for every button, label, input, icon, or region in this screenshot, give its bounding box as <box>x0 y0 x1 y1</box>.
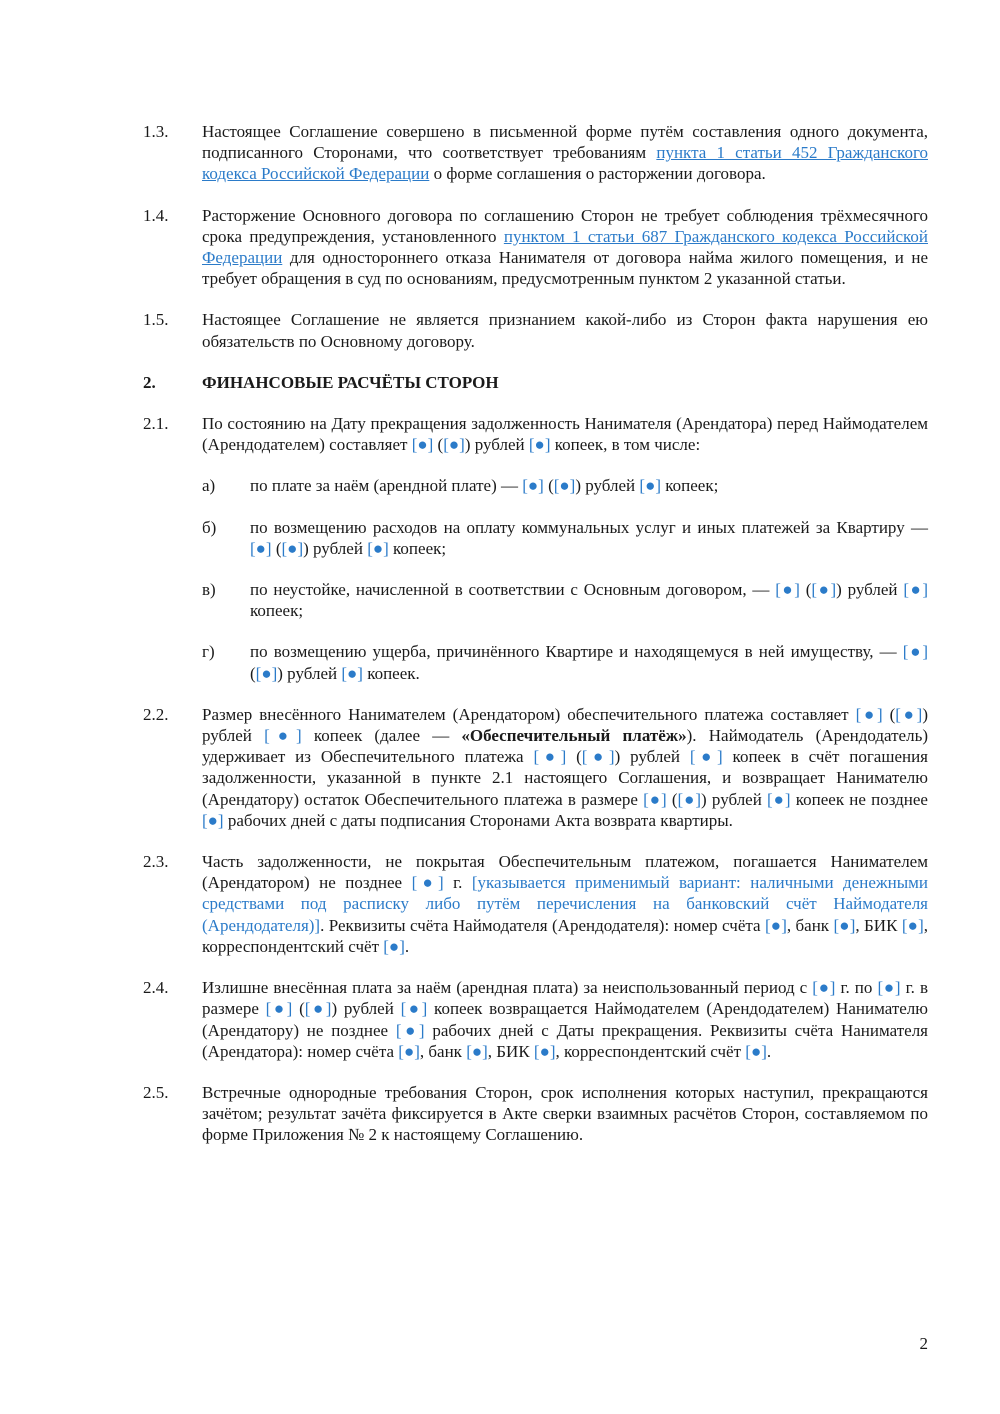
placeholder[interactable]: [●] <box>383 936 405 956</box>
clause-text: Излишне внесённая плата за наём (арендная плата) за неиспользованный период с <box>202 978 813 998</box>
clause-1-4 <box>143 205 928 290</box>
placeholder[interactable]: [●] <box>533 747 567 767</box>
placeholder[interactable]: [●] <box>775 580 800 600</box>
clause-text: ) рублей <box>303 538 368 558</box>
clause-text: ( <box>882 704 896 724</box>
section-number: 2. <box>143 372 156 392</box>
clause-text: ( <box>271 538 282 558</box>
law-reference-link[interactable]: пункта 1 статьи 452 Гражданского кодекса Российской Федерации <box>202 143 928 184</box>
clause-text: по неустойке, начисленной в соответствии с Основным договором, — <box>250 580 776 600</box>
placeholder[interactable]: [●] <box>395 1020 425 1040</box>
clause-2-2 <box>143 704 928 831</box>
clause-text: , банк <box>419 1041 467 1061</box>
clause-text: копеек; <box>388 538 447 558</box>
clause-text: . <box>404 936 410 956</box>
clause-number: 2.5. <box>143 1082 169 1102</box>
clause-text: Размер внесённого Нанимателем (Арендатором) обеспечительного платежа составляет <box>202 704 856 724</box>
placeholder[interactable]: [●] <box>255 663 278 683</box>
clause-text: по возмещению расходов на оплату коммунальных услуг и иных платежей за Квартиру — <box>250 517 928 537</box>
placeholder[interactable]: [●] <box>639 476 662 496</box>
document-body <box>143 121 928 1166</box>
clause-number: 2.3. <box>143 852 169 872</box>
placeholder[interactable]: [●] <box>522 476 544 496</box>
clause-text: копеек в счёт погашения задолженности, указанной в пункте 2.1 настоящего Соглашения, и возвращает Нанимателю (Арендатору) остаток Обеспечительного платежа в размере <box>202 747 929 809</box>
clause-text: копеек; <box>661 476 719 496</box>
placeholder[interactable]: [●] <box>466 1041 488 1061</box>
clause-text: Встречные однородные требования Сторон, срок исполнения которых наступил, прекращаются зачётом; результат зачёта фиксируется в Акте сверки взаимных расчётов Сторон, составляемом по форме Приложения № 2 к настоящему Соглашению. <box>202 1082 928 1145</box>
subclause-v <box>143 579 928 621</box>
placeholder[interactable]: [●] <box>443 435 465 455</box>
placeholder[interactable]: [●] <box>902 642 928 662</box>
clause-text: для одностороннего отказа Нанимателя от договора найма жилого помещения, и не требует обращения в суд по основаниям, предусмотренным пунктом 2 указанной статьи. <box>202 248 928 289</box>
clause-text: копеек; <box>250 601 304 621</box>
clause-text: копеек (далее — <box>301 726 462 746</box>
placeholder[interactable]: [●] <box>533 1041 556 1061</box>
clause-text: копеек, в том числе: <box>550 435 701 455</box>
clause-number: 1.4. <box>143 205 169 225</box>
subclause-a <box>143 475 928 496</box>
placeholder[interactable]: [●] <box>855 704 883 724</box>
placeholder[interactable]: [●] <box>767 789 791 809</box>
placeholder[interactable]: [●] <box>877 978 901 998</box>
clause-text: , корреспондентский счёт <box>202 915 928 956</box>
clause-text: ( <box>433 435 444 455</box>
placeholder[interactable]: [●] <box>400 999 428 1019</box>
subclause-letter: в) <box>202 580 216 600</box>
clause-number: 1.3. <box>143 122 169 141</box>
clause-text: Настоящее Соглашение не является признанием какой-либо из Сторон факта нарушения ею обязательств по Основному договору. <box>202 310 928 351</box>
clause-text: , БИК <box>487 1041 534 1061</box>
clause-text: ( <box>799 580 812 600</box>
subclause-g <box>143 641 928 683</box>
placeholder[interactable]: [●] <box>367 538 389 558</box>
clause-2-4 <box>143 977 928 1062</box>
section-title: ФИНАНСОВЫЕ РАСЧЁТЫ СТОРОН <box>202 372 499 392</box>
clause-text: ( <box>666 789 678 809</box>
clause-text: . <box>766 1041 772 1061</box>
clause-text: ( <box>250 663 256 683</box>
law-reference-link[interactable]: пунктом 1 статьи 687 Гражданского кодекса Российской Федерации <box>202 226 928 268</box>
clause-text: копеек возвращается Наймодателем (Арендодателем) Нанимателю (Арендатору) не позднее <box>202 999 928 1040</box>
placeholder[interactable]: [●] <box>812 978 836 998</box>
placeholder[interactable]: [●] <box>895 704 923 724</box>
clause-text: ) рублей <box>701 789 768 809</box>
placeholder[interactable]: [●] <box>745 1041 767 1061</box>
clause-text: ) рублей <box>614 747 690 767</box>
placeholder[interactable]: [●] <box>304 999 332 1019</box>
clause-text: копеек. <box>362 663 420 683</box>
clause-text: , БИК <box>855 915 902 935</box>
clause-text: о форме соглашения о расторжении договора. <box>429 164 766 184</box>
defined-term: «Обеспечительный платёж» <box>461 726 687 746</box>
clause-number: 2.4. <box>143 978 169 998</box>
clause-text: , корреспондентский счёт <box>555 1041 746 1061</box>
placeholder[interactable]: [●] <box>528 435 551 455</box>
placeholder[interactable]: [●] <box>411 873 444 893</box>
clause-text: Расторжение Основного договора по соглашению Сторон не требует соблюдения трёхмесячного срока предупреждения, установленного <box>202 205 928 246</box>
placeholder[interactable]: [●] <box>341 663 363 683</box>
placeholder[interactable]: [●] <box>903 580 929 600</box>
clause-text: ( <box>292 999 305 1019</box>
placeholder[interactable]: [●] <box>811 580 837 600</box>
placeholder[interactable]: [●] <box>265 999 293 1019</box>
placeholder[interactable]: [●] <box>250 538 272 558</box>
placeholder[interactable]: [●] <box>764 915 787 935</box>
clause-text: . Реквизиты счёта Наймодателя (Арендодателя): номер счёта <box>320 915 765 935</box>
clause-text: копеек не позднее <box>790 789 928 809</box>
clause-text: ). Наймодатель (Арендодатель) удерживает из Обеспечительного платежа <box>202 726 928 767</box>
clause-text: г. по <box>835 978 878 998</box>
clause-text: ) рублей <box>464 435 529 455</box>
clause-text: ( <box>543 476 554 496</box>
clause-number: 1.5. <box>143 310 169 330</box>
clause-text: г. в размере <box>202 978 928 1019</box>
subclause-b <box>143 517 928 559</box>
section-heading <box>143 372 928 393</box>
clause-text: по плате за наём (арендной плате) — <box>250 476 523 496</box>
clause-text: , банк <box>786 915 834 935</box>
placeholder[interactable]: [●] <box>264 726 302 746</box>
subclause-letter: б) <box>202 517 217 537</box>
clause-number: 2.1. <box>143 414 169 434</box>
subclause-letter: а) <box>202 476 216 496</box>
placeholder[interactable]: [●] <box>643 789 667 809</box>
placeholder[interactable]: [●] <box>901 915 924 935</box>
clause-2-5 <box>143 1082 928 1146</box>
placeholder[interactable]: [●] <box>411 435 434 455</box>
clause-text: ) рублей <box>575 476 640 496</box>
clause-1-5 <box>143 309 928 351</box>
clause-2-3 <box>143 851 928 957</box>
clause-text: Часть задолженности, не покрытая Обеспечительным платежом, погашается Нанимателем (Арендатором) не позднее <box>202 852 928 893</box>
clause-text: По состоянию на Дату прекращения задолженность Нанимателя (Арендатора) перед Наймодателем (Арендодателем) составляет <box>202 414 928 455</box>
clause-text: рабочих дней с Даты прекращения. Реквизиты счёта Нанимателя (Арендатора): номер счёта <box>202 1020 928 1061</box>
placeholder[interactable]: [●] <box>553 476 576 496</box>
page-number: 2 <box>919 1334 928 1353</box>
placeholder[interactable]: [●] <box>581 747 615 767</box>
clause-1-3 <box>143 121 928 185</box>
clause-text: ) рублей <box>836 580 904 600</box>
clause-text: ) рублей <box>331 999 401 1019</box>
placeholder[interactable]: [●] <box>677 789 702 809</box>
clause-text: ( <box>566 747 582 767</box>
option-placeholder[interactable]: [указывается применимый вариант: наличными денежными средствами под расписку либо путём перечисления на банковский счёт Наймодателя (Арендодателя)] <box>202 873 928 935</box>
placeholder[interactable]: [●] <box>689 747 723 767</box>
clause-text: ) рублей <box>277 663 342 683</box>
clause-text: Настоящее Соглашение совершено в письменной форме путём составления одного документа, подписанного Сторонами, что соответствует требованиям <box>202 122 928 163</box>
clause-2-1 <box>143 413 928 455</box>
placeholder[interactable]: [●] <box>833 915 856 935</box>
clause-text: ) рублей <box>202 704 928 746</box>
placeholder[interactable]: [●] <box>202 810 224 830</box>
placeholder[interactable]: [●] <box>398 1041 420 1061</box>
clause-text: рабочих дней с даты подписания Сторонами Акта возврата квартиры. <box>223 810 733 830</box>
clause-number: 2.2. <box>143 704 169 724</box>
clause-text: по возмещению ущерба, причинённого Квартире и находящемуся в ней имуществу, — <box>250 642 903 662</box>
placeholder[interactable]: [●] <box>281 538 304 558</box>
clause-text: г. <box>443 873 472 893</box>
subclause-letter: г) <box>202 642 215 662</box>
